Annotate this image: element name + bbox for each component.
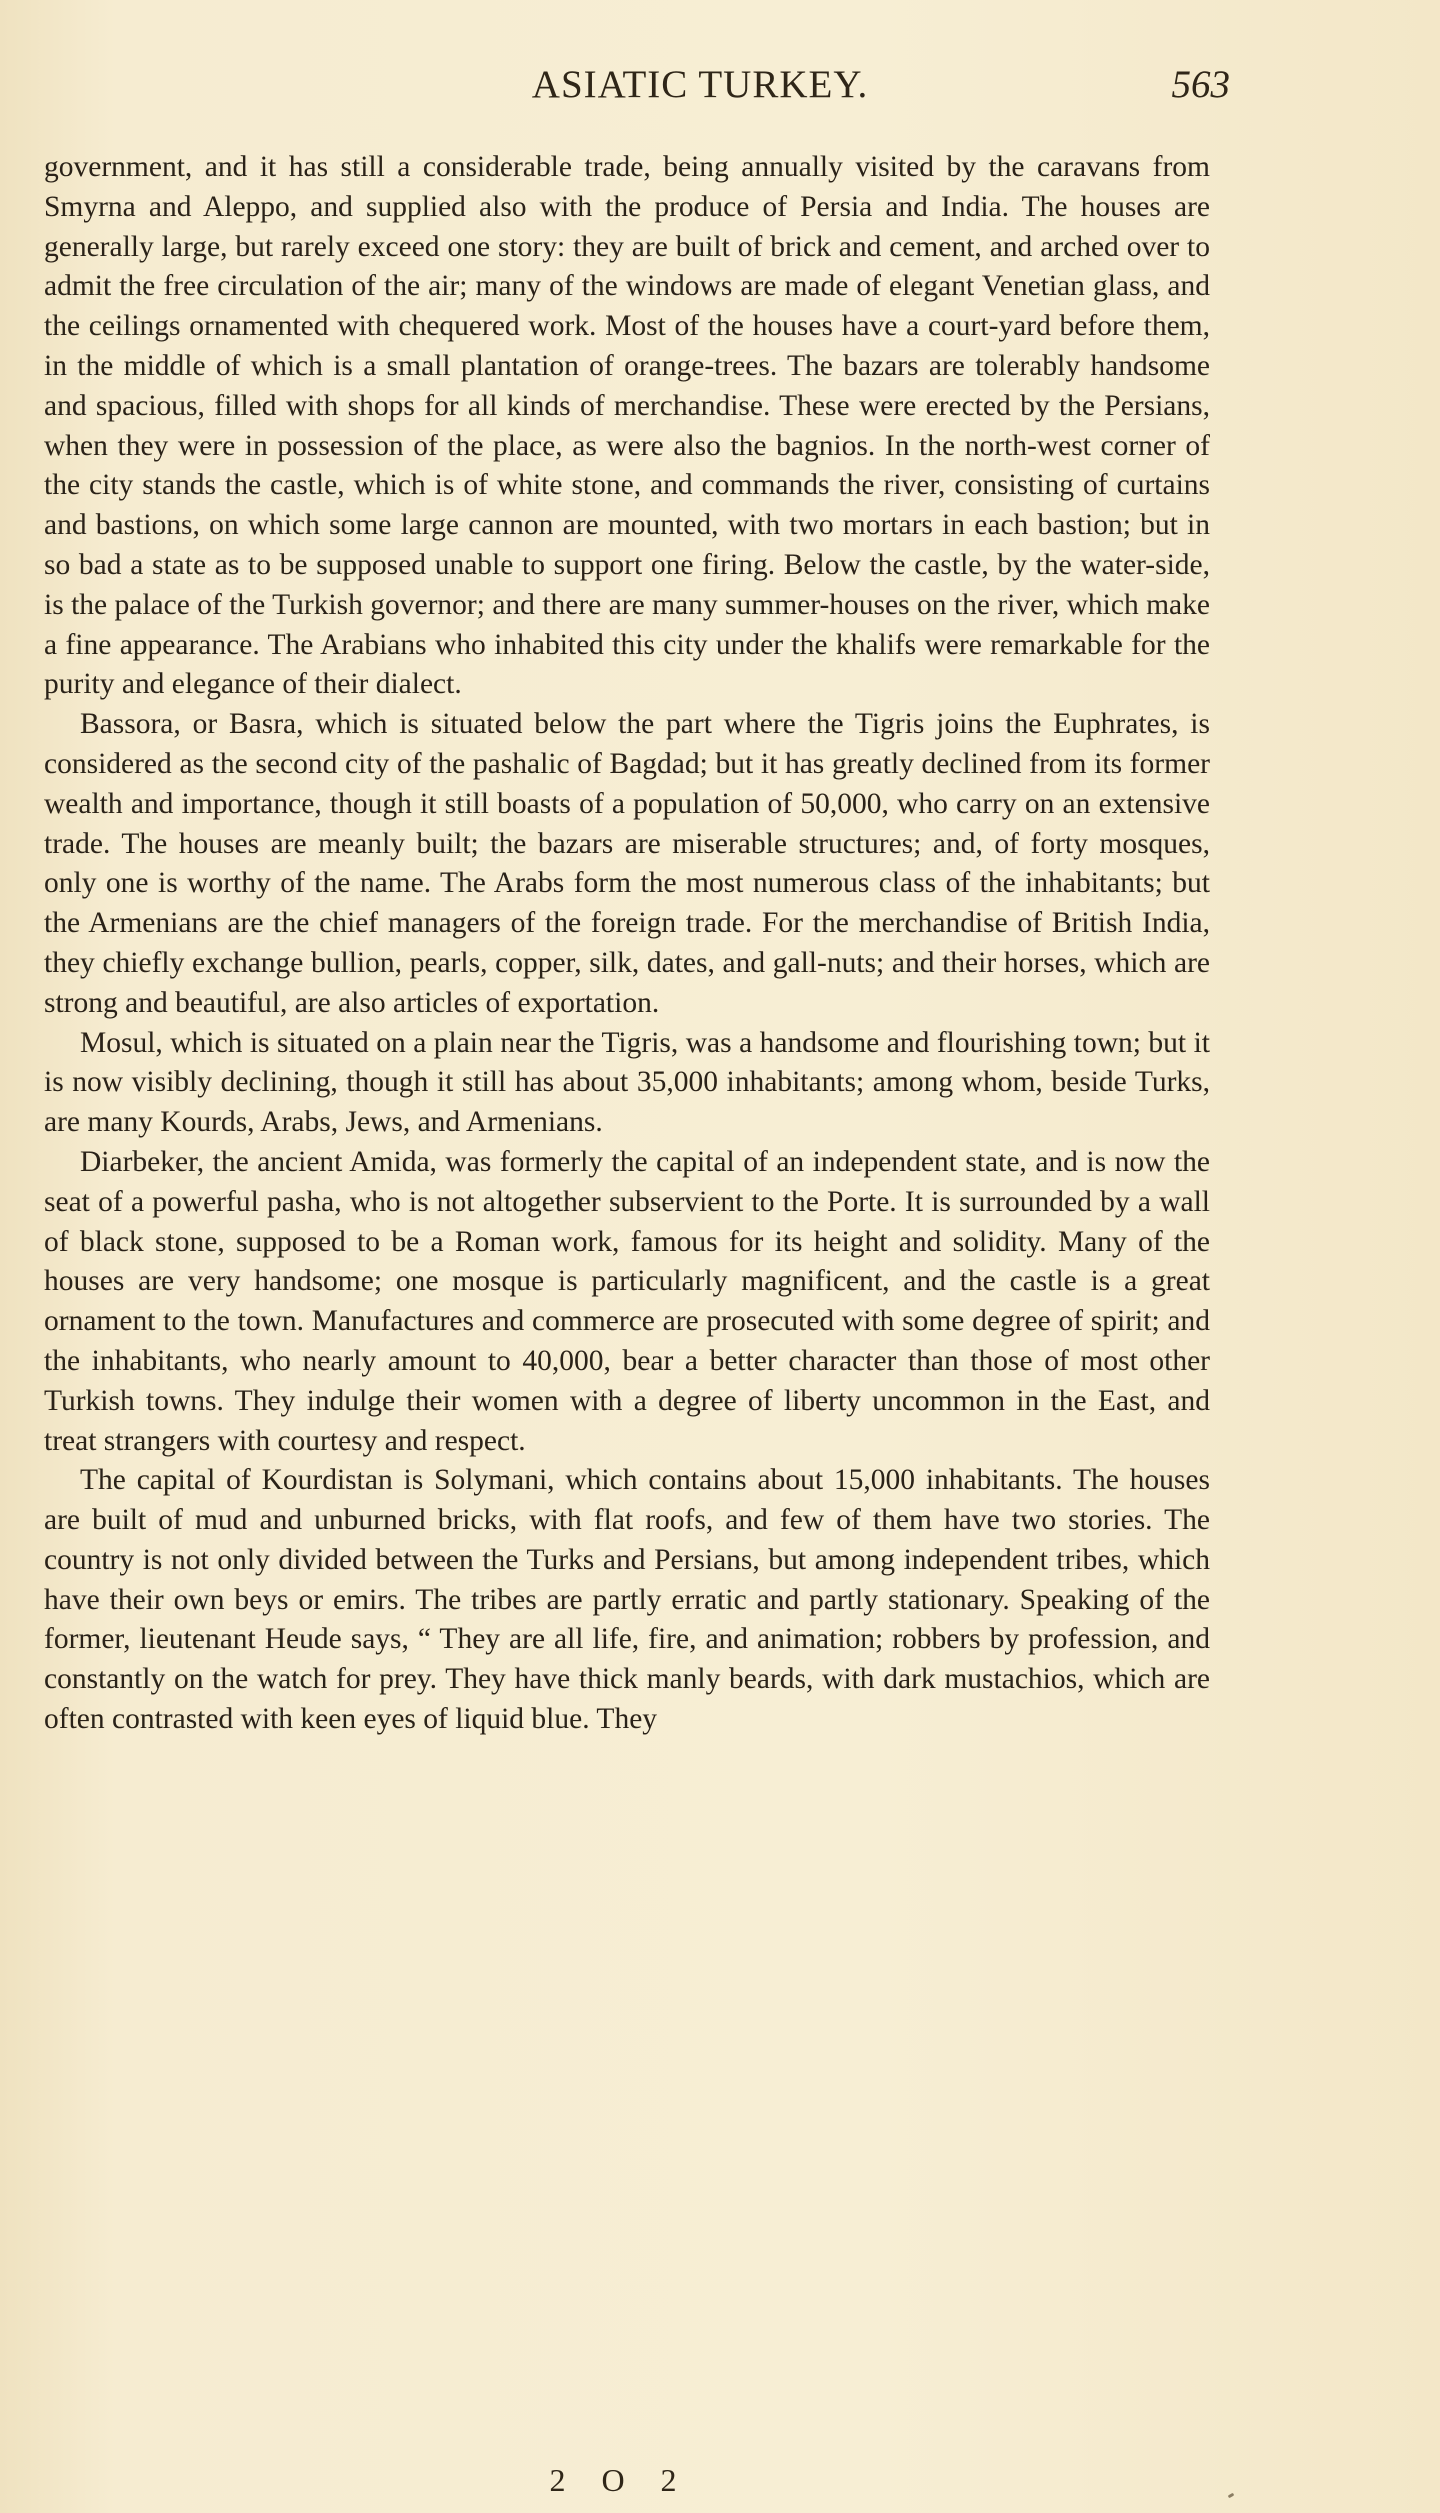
paragraph-kourdistan: The capital of Kourdistan is Solymani, which contains about 15,000 inhabitants. The houses are built of mud and unburned bricks, with flat roofs, and few of them have two stories. The country is not only divided between the Turks and Persians, but among independent tribes, which have their own beys or emirs. The tribes are partly erratic and partly stationary. Speaking of the former, lieutenant Heude says, “ They are all life, fire, and animation; robbers by profession, and constantly on the watch for prey. They have thick manly beards, with dark mustachios, which are often contrasted with keen eyes of liquid blue. They bbox=[44, 1464, 1210, 1736]
paragraph-bagdad-continued: government, and it has still a considerable trade, being annually visited by the caravans from Smyrna and Aleppo, and supplied also with the produce of Persia and India. The houses are generally large, but rarely exceed one story: they are built of brick and cement, and arched over to admit the free circulation of the air; many of the windows are made of elegant Venetian glass, and the ceilings ornamented with chequered work. Most of the houses have a court-yard before them, in the middle of which is a small plantation of orange-trees. The bazars are tolerably handsome and spacious, filled with shops for all kinds of merchandise. These were erected by the Persians, when they were in possession of the place, as were also the bagnios. In the north-west corner of the city stands the castle, which is of white stone, and commands the river, consisting of curtains and bastions, on which some large cannon are mounted, with two mortars in each bastion; but in so bad a state as to be supposed unable to support one firing. Below the castle, by the water-side, is the palace of the Turkish governor; and there are many summer-houses on the river, which make a fine appearance. The Arabians who inhabited this city under the khalifs were remarkable for the purity and elegance of their dialect. bbox=[44, 151, 1210, 701]
page-number: 563 bbox=[1171, 63, 1230, 106]
ink-speck bbox=[1228, 2493, 1235, 2499]
paragraph-diarbeker: Diarbeker, the ancient Amida, was formerly the capital of an independent state, and is now the seat of a powerful pasha, who is not altogether subservient to the Porte. It is surrounded by a wall of black stone, supposed to be a Roman work, famous for its height and solidity. Many of the houses are very handsome; one mosque is particularly magnificent, and the castle is a great ornament to the town. Manufactures and commerce are prosecuted with some degree of spirit; and the inhabitants, who nearly amount to 40,000, bear a better character than those of most other Turkish towns. They indulge their women with a degree of liberty uncommon in the East, and treat strangers with courtesy and respect. bbox=[44, 1145, 1210, 1457]
body-text bbox=[44, 148, 1210, 1740]
running-title: ASIATIC TURKEY. bbox=[531, 63, 869, 106]
paragraph-bassora: Bassora, or Basra, which is situated below the part where the Tigris joins the Euphrates, is considered as the second city of the pashalic of Bagdad; but it has greatly declined from its former wealth and importance, though it still boasts of a population of 50,000, who carry on an extensive trade. The houses are meanly built; the bazars are miserable structures; and, of forty mosques, only one is worthy of the name. The Arabs form the most numerous class of the inhabitants; but the Armenians are the chief managers of the foreign trade. For the merchandise of British India, they chiefly exchange bullion, pearls, copper, silk, dates, and gall-nuts; and their horses, which are strong and beautiful, are also articles of exportation. bbox=[44, 708, 1210, 1019]
page-header bbox=[40, 62, 1230, 118]
paragraph-mosul: Mosul, which is situated on a plain near the Tigris, was a handsome and flourishing town; but it is now visibly declining, though it still has about 35,000 inhabitants; among whom, beside Turks, are many Kourds, Arabs, Jews, and Armenians. bbox=[44, 1026, 1210, 1139]
signature-mark: 2 O 2 bbox=[549, 2462, 691, 2498]
